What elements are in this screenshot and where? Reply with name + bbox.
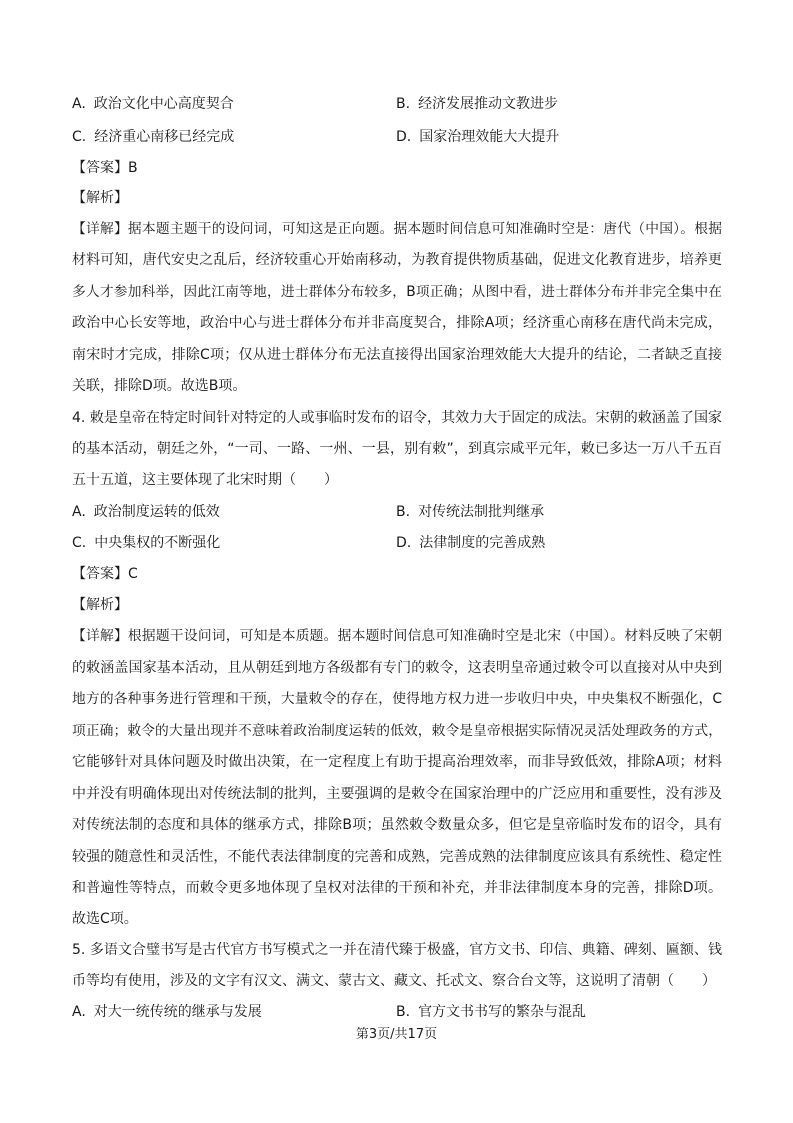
detail-line: 的敕涵盖国家基本活动，且从朝廷到地方各级都有专门的敕令，这表明皇帝通过敕令可以直接对从中央到	[72, 660, 722, 676]
answer-line: 【答案】B	[72, 160, 138, 176]
option-b: B. 官方文书书写的繁杂与混乱	[396, 1004, 587, 1020]
option-row	[72, 1002, 722, 1022]
analysis-label: 【解析】	[72, 597, 128, 613]
option-row	[72, 127, 722, 147]
analysis-label: 【解析】	[72, 190, 128, 206]
option-c: C. 中央集权的不断强化	[72, 535, 221, 551]
option-d: D. 国家治理效能大大提升	[396, 129, 560, 145]
detail-line: 项正确；敕令的大量出现并不意味着政治制度运转的低效，敕令是皇帝根据实际情况灵活处理政务的方式，	[72, 723, 722, 739]
detail-line: 较强的随意性和灵活性，不能代表法律制度的完善和成熟，完善成熟的法律制度应该具有系统性、稳定性	[72, 849, 722, 865]
option-c: C. 经济重心南移已经完成	[72, 129, 235, 145]
page-number-footer: 第3页/共17页	[355, 1027, 438, 1042]
detail-line: 【详解】据本题主题干的设问词，可知这是正向题。据本题时间信息可知准确时空是：唐代（中国）。根据	[72, 221, 722, 237]
option-a: A. 政治制度运转的低效	[72, 504, 220, 520]
detail-line: 地方的各种事务进行管理和干预，大量敕令的存在，使得地方权力进一步收归中央，中央集权不断强化，C	[72, 691, 722, 707]
detail-line: 南宋时才完成，排除C项；仅从进士群体分布无法直接得出国家治理效能大大提升的结论，二者缺乏直接	[72, 347, 722, 363]
detail-line: 材料可知，唐代安史之乱后，经济较重心开始南移动，为教育提供物质基础，促进文化教育进步，培养更	[72, 252, 722, 268]
question-stem: 的基本活动，朝廷之外，“一司、一路、一州、一县，别有敕”，到真宗咸平元年，敕已多达一万八千五百	[72, 441, 722, 457]
detail-line: 它能够针对具体问题及时做出决策，在一定程度上有助于提高治理效率，而非导致低效，排除A项；材料	[72, 754, 722, 770]
question-stem: 5. 多语文合璧书写是古代官方书写模式之一并在清代臻于极盛，官方文书、印信、典籍、碑刻、匾额、钱	[72, 942, 722, 958]
answer-line: 【答案】C	[72, 566, 138, 582]
detail-line: 中并没有明确体现出对传统法制的批判，主要强调的是敕令在国家治理中的广泛应用和重要性，没有涉及	[72, 786, 722, 802]
option-a: A. 政治文化中心高度契合	[72, 96, 234, 112]
detail-line: 对传统法制的态度和具体的继承方式，排除B项；虽然敕令数量众多，但它是皇帝临时发布的诏令，具有	[72, 817, 722, 833]
detail-line: 关联，排除D项。故选B项。	[72, 378, 247, 394]
detail-line: 故选C项。	[72, 911, 138, 927]
question-stem: 五十五道，这主要体现了北宋时期（ ）	[72, 472, 338, 488]
option-b: B. 对传统法制批判继承	[396, 504, 545, 520]
option-row	[72, 502, 722, 522]
question-stem: 币等均有使用，涉及的文字有汉文、满文、蒙古文、藏文、托忒文、察合台文等，这说明了清朝（ ）	[72, 973, 716, 989]
option-b: B. 经济发展推动文教进步	[396, 96, 559, 112]
detail-line: 和普遍性等特点，而敕令更多地体现了皇权对法律的干预和补充，并非法律制度本身的完善，排除D项。	[72, 880, 722, 896]
option-row	[72, 533, 722, 553]
option-row	[72, 94, 722, 114]
option-d: D. 法律制度的完善成熟	[396, 535, 546, 551]
option-a: A. 对大一统传统的继承与发展	[72, 1004, 262, 1020]
detail-line: 【详解】根据题干设问词，可知是本质题。据本题时间信息可知准确时空是北宋（中国）。材料反映了宋朝	[72, 628, 722, 644]
question-stem: 4. 敕是皇帝在特定时间针对特定的人或事临时发布的诏令，其效力大于固定的成法。宋朝的敕涵盖了国家	[72, 410, 722, 426]
detail-line: 政治中心长安等地，政治中心与进士群体分布并非高度契合，排除A项；经济重心南移在唐代尚未完成，	[72, 315, 722, 331]
detail-line: 多人才参加科举，因此江南等地，进士群体分布较多，B项正确；从图中看，进士群体分布并非完全集中在	[72, 284, 722, 300]
